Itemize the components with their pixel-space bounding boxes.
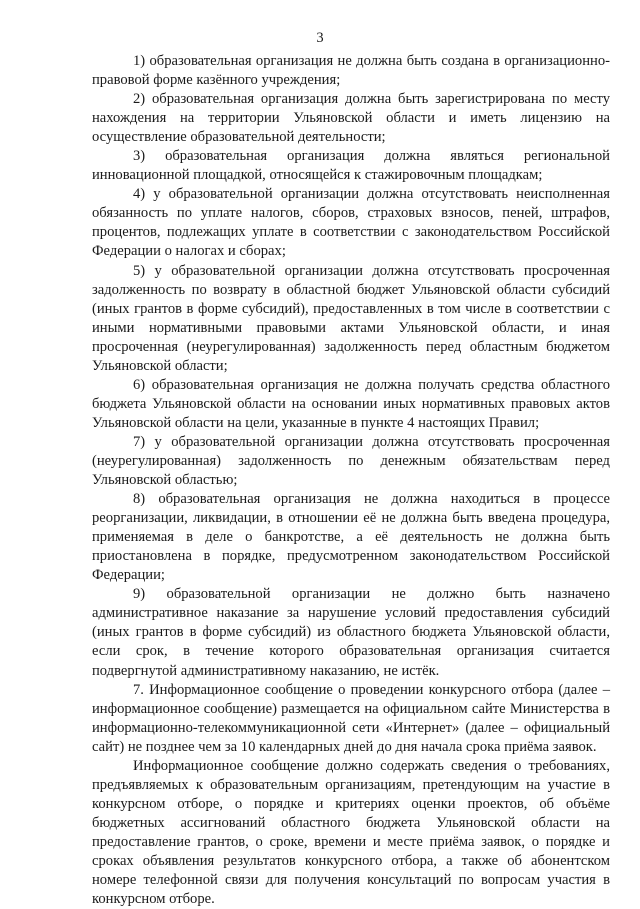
information-message-paragraph: Информационное сообщение должно содержать сведения о требованиях, предъявляемых к образовательным организациям, претендующим на участие в конкурсном отборе, о порядке и критериях оценки проектов, об объёме бюджетных ассигнований областного бюджета Ульяновской области на предоставление грантов, о сроке, времени и месте приёма заявок, о порядке и сроках объявления результатов конкурсного отбора, а также об абонентском номере телефонной связи для получения консультаций по вопросам участия в конкурсном отборе.: [92, 757, 610, 908]
document-body: [92, 52, 610, 909]
requirement-paragraph-1: 1) образовательная организация не должна быть создана в организационно-правовой форме казённого учреждения;: [92, 53, 610, 89]
requirement-paragraph-9: 9) образовательной организации не должно быть назначено административное наказание за нарушение условий предоставления субсидий (иных грантов в форме субсидий) из областного бюджета Ульяновской области, если срок, в течение которого образовательная организация считается подвергнутой административному наказанию, не истёк.: [92, 586, 610, 679]
page-number: 3: [316, 30, 324, 46]
requirement-paragraph-5: 5) у образовательной организации должна отсутствовать просроченная задолженность по возврату в областной бюджет Ульяновской области субсидий (иных грантов в форме субсидий), предоставленных в том числе в соответствии с иными нормативными правовыми актами Ульяновской области, и иная просроченная (неурегулированная) задолженность перед областным бюджетом Ульяновской области;: [92, 262, 610, 374]
requirement-paragraph-3: 3) образовательная организация должна являться региональной инновационной площадкой, относящейся к стажировочным площадкам;: [92, 148, 610, 184]
requirement-paragraph-2: 2) образовательная организация должна быть зарегистрирована по месту нахождения на территории Ульяновской области и иметь лицензию на осуществление образовательной деятельности;: [92, 91, 610, 146]
requirement-paragraph-4: 4) у образовательной организации должна отсутствовать неисполненная обязанность по уплате налогов, сборов, страховых взносов, пеней, штрафов, процентов, подлежащих уплате в соответствии с законодательством Российской Федерации о налогах и сборах;: [92, 186, 610, 260]
section-7-paragraph: 7. Информационное сообщение о проведении конкурсного отбора (далее – информационное сообщение) размещается на официальном сайте Министерства в информационно-телекоммуникационной сети «Интернет» (далее – официальный сайт) не позднее чем за 10 календарных дней до дня начала срока приёма заявок.: [92, 681, 610, 755]
requirement-paragraph-7: 7) у образовательной организации должна отсутствовать просроченная (неурегулированная) задолженность по денежным обязательствам перед Ульяновской областью;: [92, 433, 610, 489]
requirement-paragraph-8: 8) образовательная организация не должна находиться в процессе реорганизации, ликвидации, в отношении её не должна быть введена процедура, применяемая в деле о банкротстве, а её деятельность не должна быть приостановлена в порядке, предусмотренном законодательством Российской Федерации;: [92, 491, 610, 584]
requirement-paragraph-6: 6) образовательная организация не должна получать средства областного бюджета Ульяновской области на основании иных нормативных правовых актов Ульяновской области на цели, указанные в пункте 4 настоящих Правил;: [92, 376, 610, 431]
